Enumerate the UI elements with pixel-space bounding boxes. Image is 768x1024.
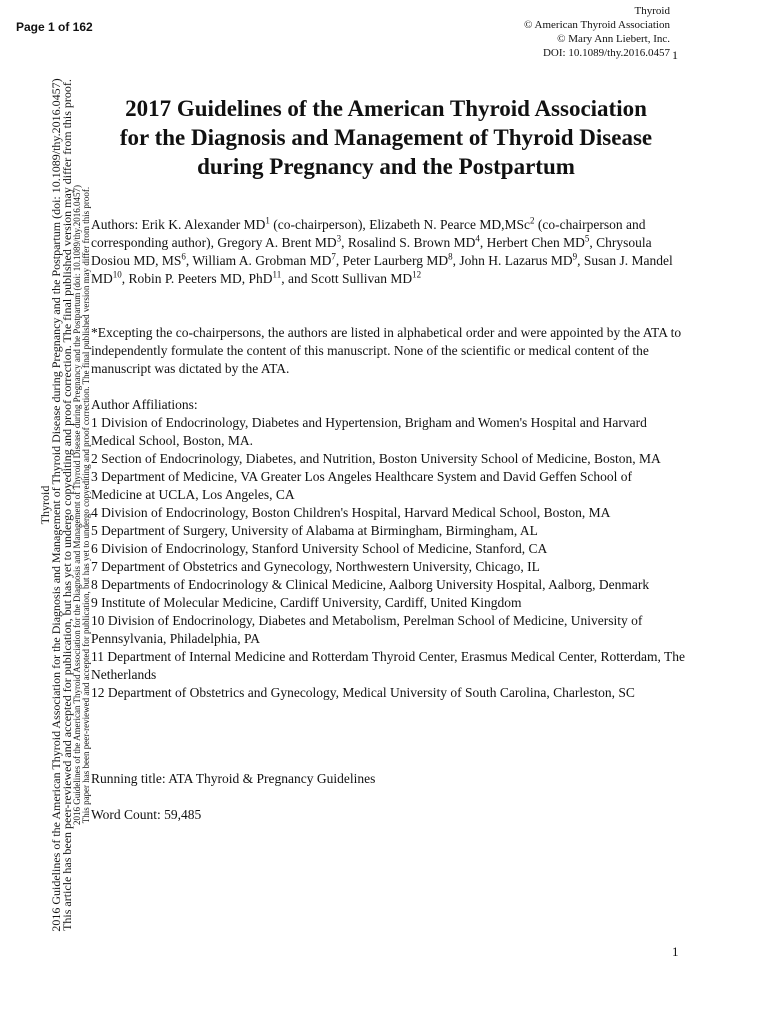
author-separator: , and [281, 271, 311, 286]
side-citation: 2016 Guidelines of the American Thyroid Association for the Diagnosis and Management of Thyroid Disease during Pregnancy and the Postpartum (doi: 10.1089/thy.2016.0457) [49, 78, 63, 932]
author-affiliation-marker: 7 [331, 251, 336, 262]
title-line: during Pregnancy and the Postpartum [197, 154, 575, 179]
publisher-copyright: © Mary Ann Liebert, Inc. [557, 33, 670, 45]
author-separator: , [335, 253, 343, 268]
side-watermark [40, 40, 91, 970]
affiliation-item: 9 Institute of Molecular Medicine, Cardiff University, Cardiff, United Kingdom [91, 595, 522, 610]
author-affiliation-marker: 11 [272, 269, 282, 280]
affiliation-item: 12 Department of Obstetrics and Gynecology, Medical University of South Carolina, Charleston, SC [91, 685, 635, 700]
excepting-note: *Excepting the co-chairpersons, the authors are listed in alphabetical order and were appointed by the ATA to independently formulate the content of this manuscript. None of the scientific or medical content of the manuscript was dictated by the ATA. [91, 325, 682, 376]
title-line: 2017 Guidelines of the American Thyroid Association [125, 96, 647, 121]
author-separator: , [479, 235, 487, 250]
affiliations-heading: Author Affiliations: [91, 397, 198, 412]
author-affiliation-marker: 5 [584, 233, 590, 244]
author-name: John H. Lazarus MD [459, 253, 573, 268]
journal-copyright: © American Thyroid Association [524, 19, 670, 31]
doi: DOI: 10.1089/thy.2016.0457 [542, 47, 670, 59]
author-separator: , [121, 271, 129, 286]
author-name: Rosalind S. Brown MD [347, 235, 476, 250]
author-affiliation-marker: 9 [572, 251, 578, 262]
affiliation-item: 10 Division of Endocrinology, Diabetes and Metabolism, Perelman School of Medicine, University of Pennsylvania, Philadelphia, PA [91, 613, 643, 646]
side-citation-small: 2016 Guidelines of the American Thyroid Association for the Diagnosis and Management of Thyroid Disease during Pregnancy and the Postpartum (doi: 10.1089/thy.2016.0457) [72, 185, 82, 825]
author-separator: , [577, 253, 584, 268]
author-name: Susan J. Mandel MD [91, 253, 673, 286]
author-affiliation-marker: 1 [265, 215, 270, 226]
author-separator: (co-chairperson and corresponding author), [91, 217, 646, 250]
affiliations-list [91, 414, 686, 702]
author-affiliation-marker: 2 [530, 215, 535, 226]
affiliation-item: 2 Section of Endocrinology, Diabetes, and Nutrition, Boston University School of Medicine, Boston, MA [91, 451, 661, 466]
affiliation-item: 6 Division of Endocrinology, Stanford University School of Medicine, Stanford, CA [91, 541, 548, 556]
affiliation-item: 7 Department of Obstetrics and Gynecology, Northwestern University, Chicago, IL [91, 559, 540, 574]
author-separator: , [341, 235, 348, 250]
side-disclaimer: This article has been peer-reviewed and accepted for publication, but has yet to undergo copyediting and proof correction. The final published version may differ from this proof. [60, 79, 74, 931]
author-separator: (co-chairperson), [269, 217, 370, 232]
journal-info [410, 4, 670, 60]
word-count: Word Count: 59,485 [91, 807, 202, 822]
page-counter: Page 1 of 162 [16, 20, 93, 34]
paper-title [88, 94, 684, 181]
author-affiliation-marker: 4 [475, 233, 480, 244]
author-affiliation-marker: 6 [181, 251, 186, 262]
author-name: Herbert Chen MD [486, 235, 585, 250]
footer-page-number: 1 [672, 944, 679, 959]
affiliation-item: 1 Division of Endocrinology, Diabetes and Hypertension, Brigham and Women's Hospital and Harvard Medical School, Boston, MA. [91, 415, 647, 448]
top-page-number: 1 [672, 48, 678, 62]
author-affiliation-marker: 3 [336, 233, 342, 244]
author-affiliation-marker: 12 [412, 269, 422, 280]
journal-name: Thyroid [634, 5, 670, 17]
side-journal: Thyroid [38, 485, 52, 525]
author-name: Scott Sullivan MD [310, 271, 413, 286]
authors-paragraph [91, 216, 686, 288]
author-affiliation-marker: 8 [448, 251, 453, 262]
author-name: William A. Grobman MD [192, 253, 332, 268]
author-name: Chrysoula Dosiou MD, MS [91, 235, 652, 268]
author-separator: , [185, 253, 193, 268]
author-name: Erik K. Alexander MD [141, 217, 266, 232]
author-affiliation-marker: 10 [112, 269, 122, 280]
running-title: Running title: ATA Thyroid & Pregnancy Guidelines [91, 771, 376, 786]
side-disclaimer-small: This paper has been peer-reviewed and accepted for publication, but has yet to undergo copyediting and proof correction. The final published version may differ from this proof. [81, 186, 91, 824]
author-name: Peter Laurberg MD [342, 253, 449, 268]
author-separator: , [589, 235, 597, 250]
affiliation-item: 8 Departments of Endocrinology & Clinical Medicine, Aalborg University Hospital, Aalborg, Denmark [91, 577, 650, 592]
title-line: for the Diagnosis and Management of Thyroid Disease [119, 125, 653, 150]
affiliation-item: 11 Department of Internal Medicine and Rotterdam Thyroid Center, Erasmus Medical Center, Rotterdam, The Netherlands [91, 649, 685, 682]
author-separator: , [452, 253, 460, 268]
author-name: Robin P. Peeters MD, PhD [128, 271, 273, 286]
authors-prefix: Authors: [91, 217, 142, 232]
affiliation-item: 5 Department of Surgery, University of Alabama at Birmingham, Birmingham, AL [91, 523, 538, 538]
author-name: Gregory A. Brent MD [217, 235, 337, 250]
affiliation-item: 3 Department of Medicine, VA Greater Los Angeles Healthcare System and David Geffen School of Medicine at UCLA, Los Angeles, CA [91, 469, 632, 502]
affiliation-item: 4 Division of Endocrinology, Boston Children's Hospital, Harvard Medical School, Boston, MA [91, 505, 611, 520]
author-name: Elizabeth N. Pearce MD,MSc [369, 217, 531, 232]
